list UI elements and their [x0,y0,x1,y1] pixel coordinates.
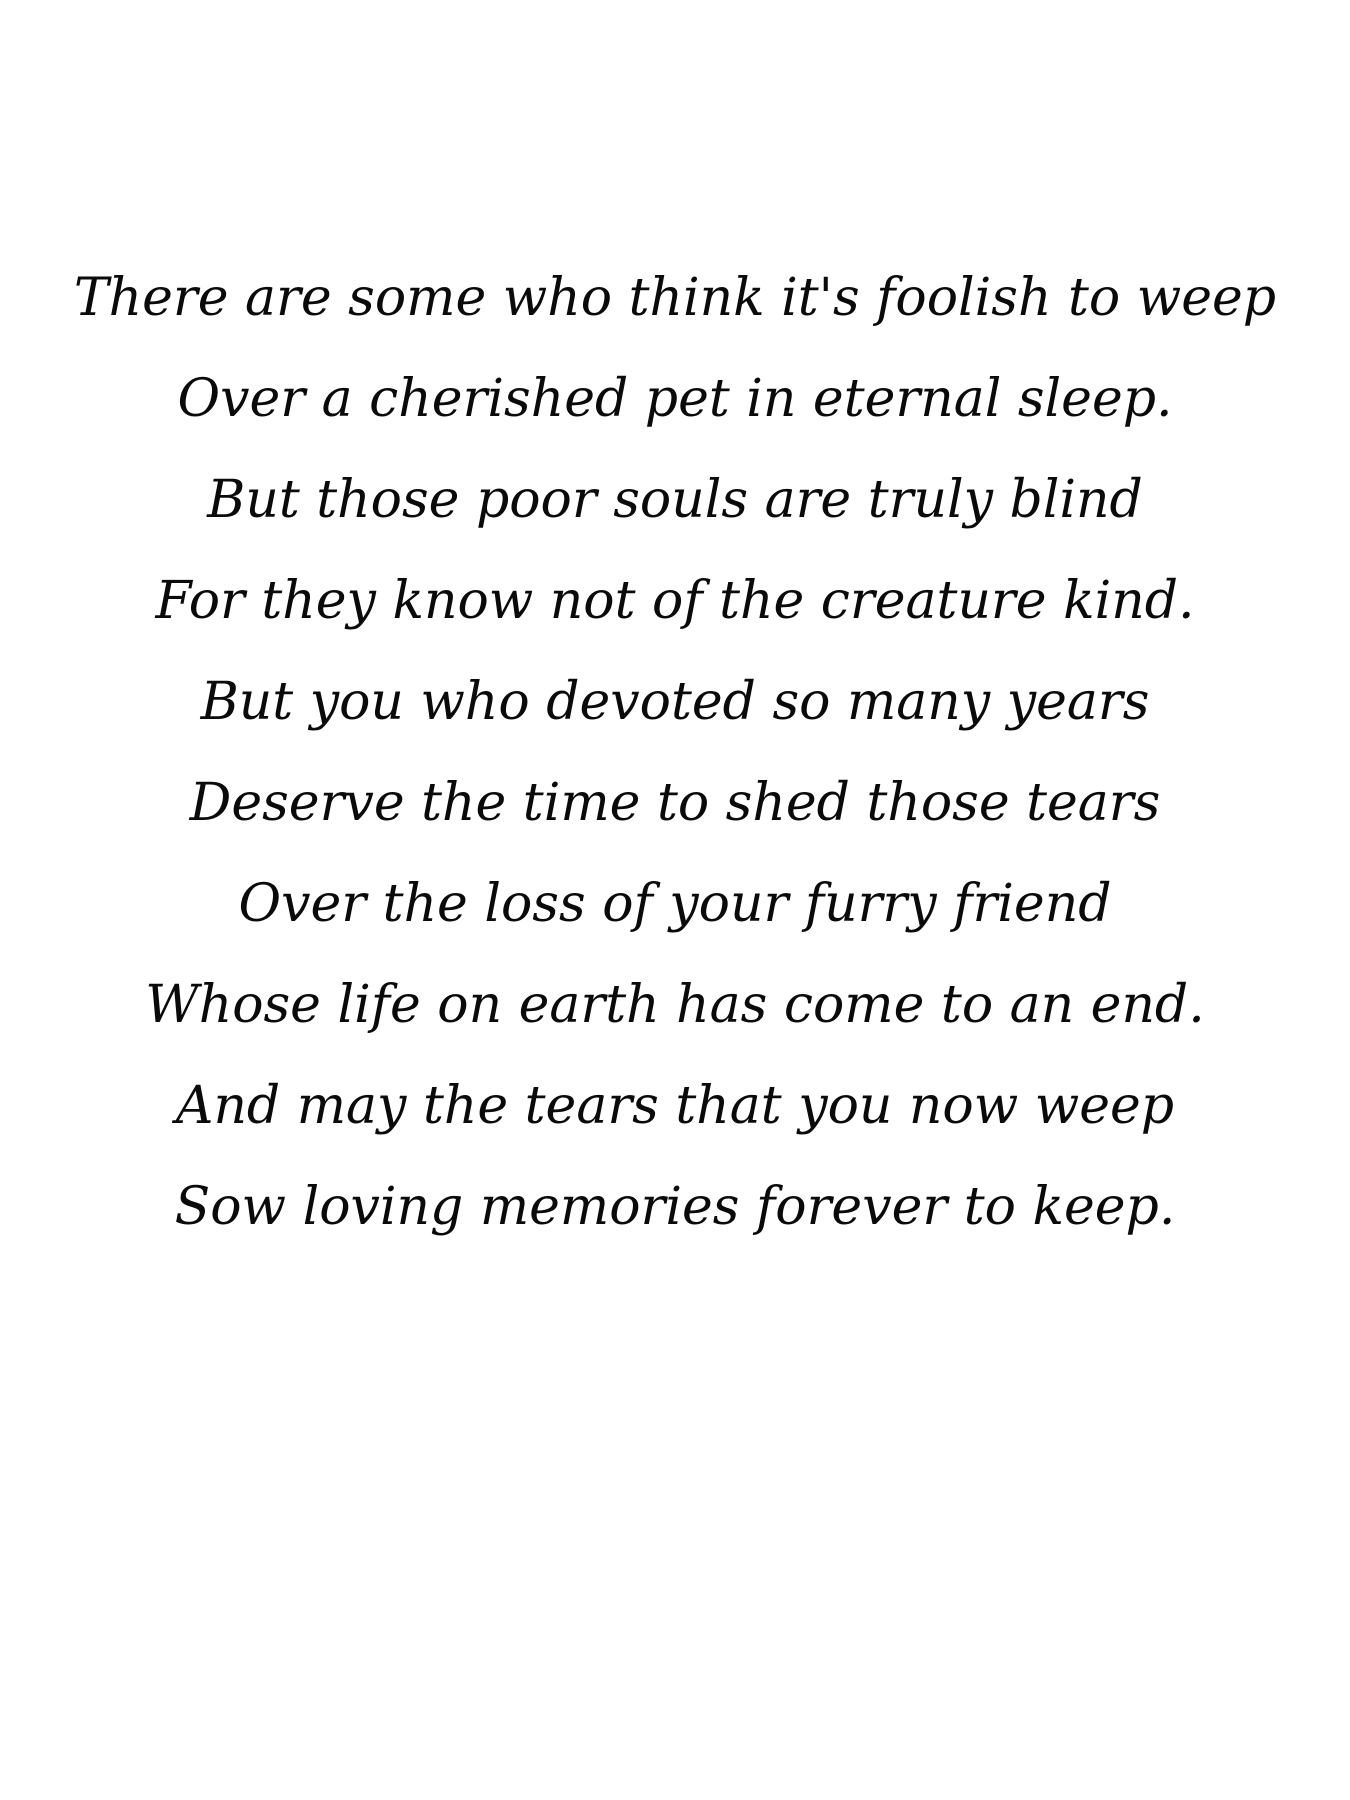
poem-line: And may the tears that you now weep [175,1076,1175,1136]
poem-line: Over a cherished pet in eternal sleep. [177,369,1173,429]
poem-line: Over the loss of your furry friend [238,874,1112,934]
poem-line: Whose life on earth has come to an end. [145,975,1205,1035]
poem-line: Sow loving memories forever to keep. [174,1177,1176,1237]
poem-line: Deserve the time to shed those tears [189,773,1161,833]
poem-line: There are some who think it's foolish to weep [73,268,1277,328]
poem-line: For they know not of the creature kind. [155,571,1195,631]
poem-line: But you who devoted so many years [200,672,1150,732]
poem-line: But those poor souls are truly blind [207,470,1143,530]
